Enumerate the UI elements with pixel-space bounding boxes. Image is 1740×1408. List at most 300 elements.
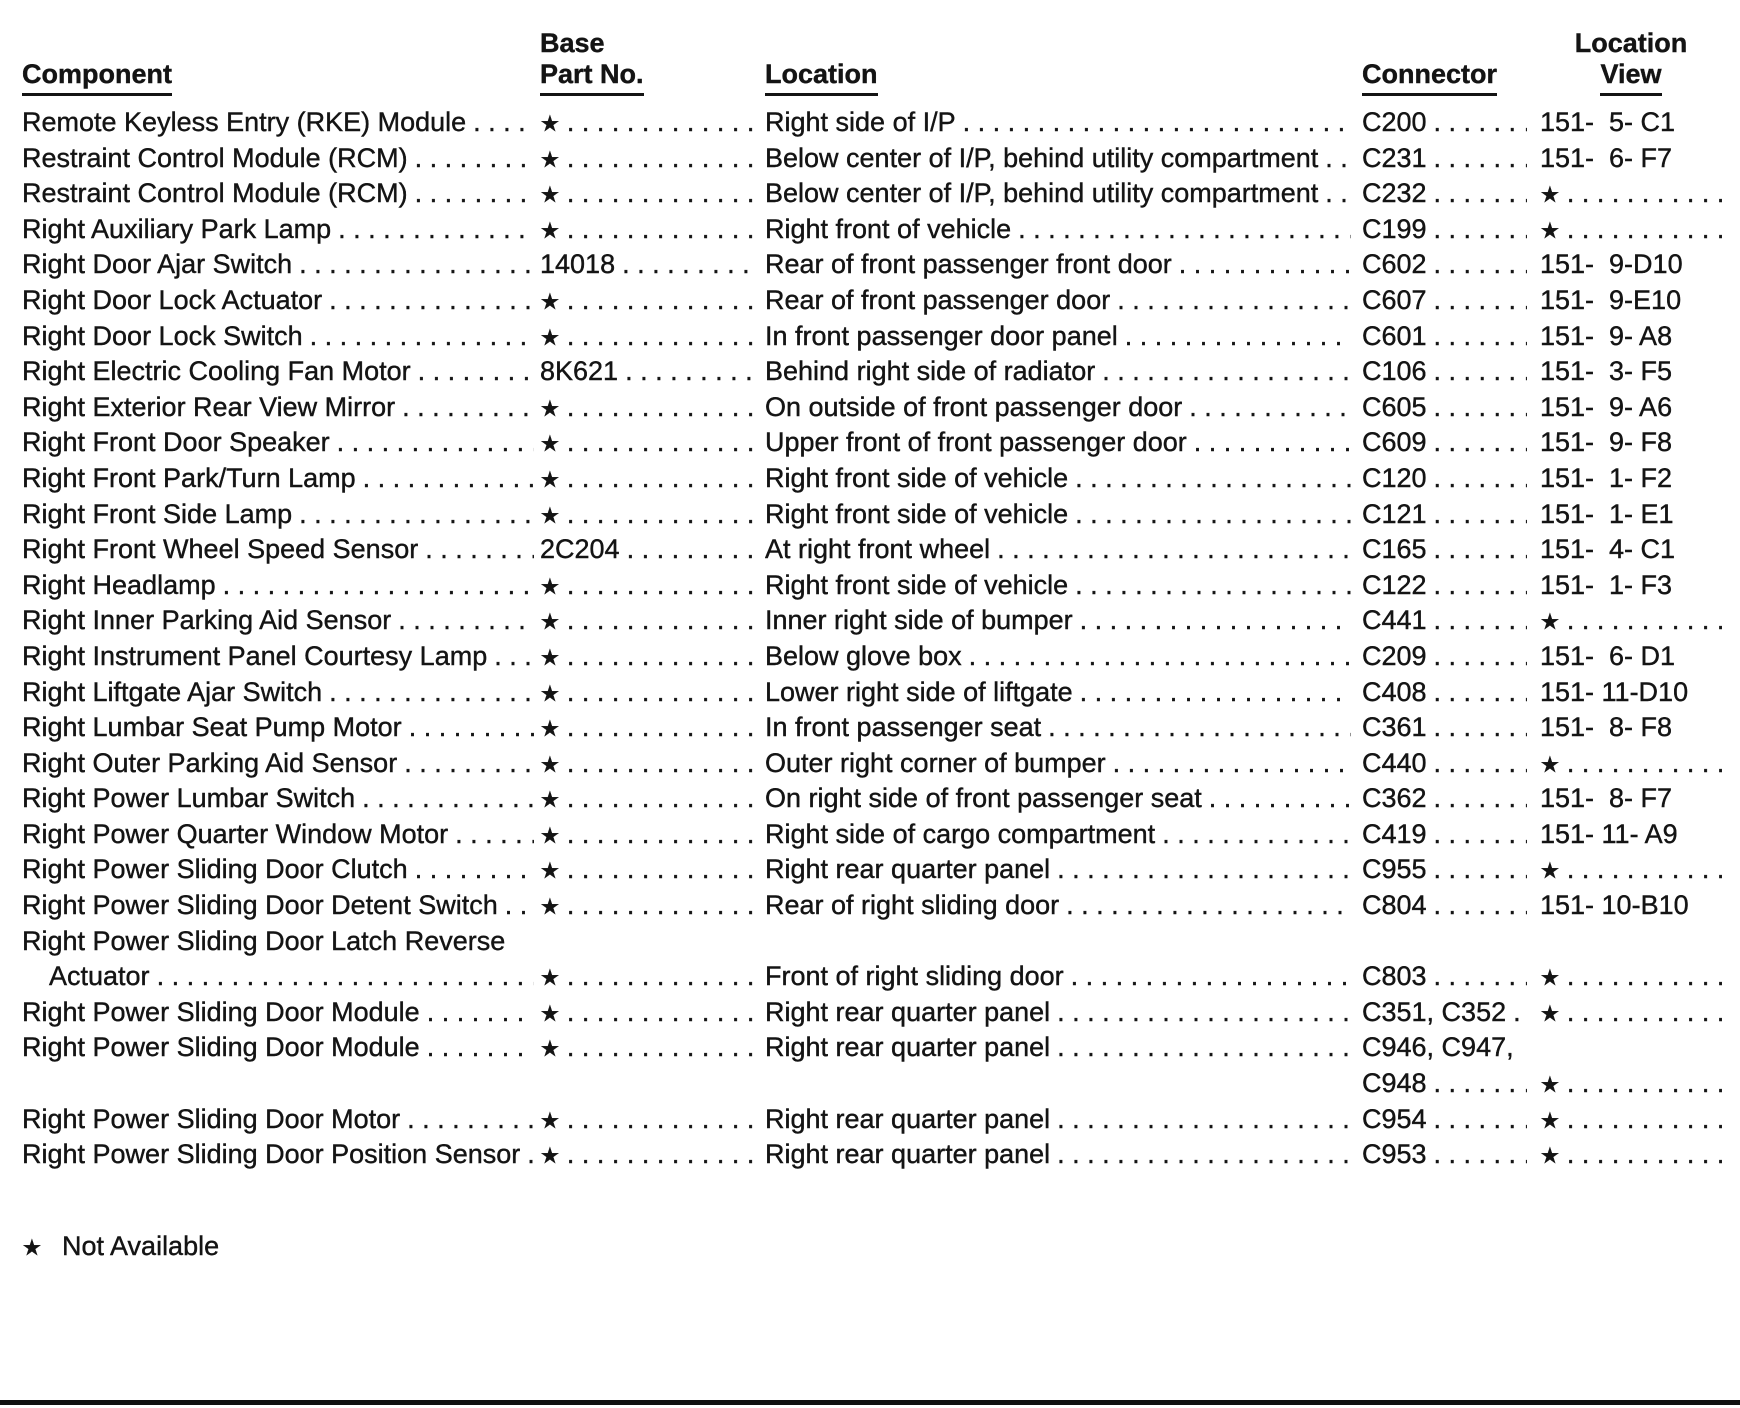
leader-dots [1064,959,1351,995]
leader-dots [1427,247,1527,283]
table-row [22,888,1722,924]
component-cell: Right Front Door Speaker . . . [22,425,540,461]
table-row [22,141,1722,177]
component-cell: Right Door Lock Switch . . . [22,319,540,355]
leader-dots [1318,176,1351,212]
connector-cell: C209 . . . [1362,639,1540,675]
location-cell: Lower right side of liftgate . . . [765,675,1362,711]
table-body [22,105,1722,1173]
leader-dots [560,959,756,995]
location-view-cell: 151- 3- F5 [1540,356,1673,387]
component-cell: Restraint Control Module (RCM) . . . [22,141,540,177]
leader-dots [1427,888,1527,924]
component-cell: Right Power Sliding Door Latch Reverse [22,925,506,956]
component-cell: Right Power Sliding Door Clutch . . . [22,852,540,888]
base-part-no-cell: ★ . . . [540,1030,765,1066]
leader-dots [418,532,534,568]
leader-dots [322,283,534,319]
leader-dots [408,141,534,177]
location-cell: Right side of cargo compartment . . . [765,817,1362,853]
component-cell: Right Front Wheel Speed Sensor . . . [22,532,540,568]
component-cell: Right Inner Parking Aid Sensor . . . [22,603,540,639]
base-part-no-cell: ★ . . . [540,995,765,1031]
leader-dots [560,390,756,426]
leader-dots [1172,247,1351,283]
table-row [22,1030,1722,1066]
leader-dots [560,461,756,497]
header-location-view-line2: View [1600,59,1661,96]
table-row [22,924,1722,960]
base-part-no-cell: ★ . . . [540,959,765,995]
location-cell: Rear of right sliding door . . . [765,888,1362,924]
connector-cell: C408 . . . [1362,675,1540,711]
location-cell: Rear of front passenger front door . . . [765,247,1362,283]
leader-dots [1427,1066,1527,1102]
component-cell: Right Headlamp . . . [22,568,540,604]
base-part-no-cell: ★ . . . [540,176,765,212]
table-row [22,212,1722,248]
leader-dots [1050,995,1351,1031]
location-view-cell: ★ . . . [1540,603,1722,639]
location-cell: Right side of I/P . . . [765,105,1362,141]
leader-dots [560,1137,756,1173]
leader-dots [990,532,1351,568]
leader-dots [303,319,534,355]
base-part-no-cell: ★ . . . [540,852,765,888]
location-view-cell: 151- 9- A8 [1540,320,1673,351]
leader-dots [560,852,756,888]
leader-dots [395,390,534,426]
component-cell: Remote Keyless Entry (RKE) Module . . . [22,105,540,141]
base-part-no-cell: 14018 . . . [540,247,765,283]
leader-dots [1050,1102,1351,1138]
table-row [22,425,1722,461]
header-component [22,59,540,96]
leader-dots [1427,319,1527,355]
leader-dots [560,497,756,533]
base-part-no-cell: ★ . . . [540,390,765,426]
table-row [22,390,1722,426]
leader-dots [560,888,756,924]
leader-dots [487,639,534,675]
connector-cell: C122 . . . [1362,568,1540,604]
connector-cell: C609 . . . [1362,425,1540,461]
leader-dots [391,603,534,639]
leader-dots [322,675,534,711]
component-cell: Actuator . . . [22,959,540,995]
component-cell: Right Lumbar Seat Pump Motor . . . [22,710,540,746]
leader-dots [1560,959,1722,995]
location-cell: In front passenger door panel . . . [765,319,1362,355]
location-view-cell: ★ . . . [1540,212,1722,248]
leader-dots [1095,354,1351,390]
base-part-no-cell [540,924,765,960]
leader-dots [1427,283,1527,319]
leader-dots [1110,283,1351,319]
leader-dots [618,354,756,390]
leader-dots [411,354,534,390]
location-view-cell: 151- 8- F8 [1540,712,1673,743]
leader-dots [1427,105,1527,141]
location-cell: Right rear quarter panel . . . [765,852,1362,888]
leader-dots [1427,568,1527,604]
leader-dots [560,568,756,604]
component-cell: Right Auxiliary Park Lamp . . . [22,212,540,248]
leader-dots [498,888,534,924]
table-row [22,710,1722,746]
location-view-cell: 151- 8- F7 [1540,783,1673,814]
base-part-no-cell: ★ . . . [540,212,765,248]
leader-dots [408,176,534,212]
table-row [22,675,1722,711]
connector-cell: C351, C352 . . . [1362,995,1540,1031]
base-part-no-cell: ★ . . . [540,319,765,355]
leader-dots [560,283,756,319]
leader-dots [1427,176,1527,212]
connector-cell: C232 . . . [1362,176,1540,212]
location-cell: Right front side of vehicle . . . [765,497,1362,533]
component-cell: Right Exterior Rear View Mirror . . . [22,390,540,426]
location-view-cell: ★ . . . [1540,852,1722,888]
leader-dots [1187,425,1351,461]
leader-dots [1059,888,1351,924]
location-view-cell: 151- 10-B10 [1540,890,1689,921]
location-view-cell: 151- 9- F8 [1540,427,1673,458]
leader-dots [466,105,534,141]
leader-dots [1560,212,1722,248]
table-row [22,746,1722,782]
connector-cell: C605 . . . [1362,390,1540,426]
base-part-no-cell: ★ . . . [540,746,765,782]
table-row [22,603,1722,639]
leader-dots [1182,390,1351,426]
base-part-no-cell: ★ . . . [540,105,765,141]
leader-dots [560,675,756,711]
leader-dots [1068,461,1351,497]
table-row [22,817,1722,853]
connector-cell: C804 . . . [1362,888,1540,924]
component-cell: Right Power Sliding Door Module . . . [22,1030,540,1066]
leader-dots [1560,603,1722,639]
leader-dots [560,817,756,853]
leader-dots [560,781,756,817]
base-part-no-cell: ★ . . . [540,283,765,319]
location-view-cell: 151- 9-D10 [1540,249,1683,280]
leader-dots [420,995,534,1031]
leader-dots [1427,461,1527,497]
location-cell: Inner right side of bumper . . . [765,603,1362,639]
leader-dots [1427,141,1527,177]
header-location-label: Location [765,59,878,96]
leader-dots [420,1030,534,1066]
table-header [22,28,1722,96]
leader-dots [402,710,534,746]
location-cell: Below center of I/P, behind utility compartment . . . [765,141,1362,177]
location-view-cell: ★ . . . [1540,995,1722,1031]
base-part-no-cell [540,1066,765,1102]
connector-cell: C419 . . . [1362,817,1540,853]
table-row [22,497,1722,533]
leader-dots [1427,354,1527,390]
leader-dots [1560,746,1722,782]
leader-dots [1427,852,1527,888]
leader-dots [520,1137,534,1173]
location-view-cell: 151- 9-E10 [1540,284,1682,315]
connector-cell: C602 . . . [1362,247,1540,283]
component-cell: Right Power Sliding Door Motor . . . [22,1102,540,1138]
leader-dots [1118,319,1351,355]
component-cell [22,1066,540,1102]
base-part-no-cell: ★ . . . [540,675,765,711]
leader-dots [560,746,756,782]
component-cell: Restraint Control Module (RCM) . . . [22,176,540,212]
header-connector [1362,59,1540,96]
header-connector-label: Connector [1362,59,1497,96]
table-row [22,105,1722,141]
leader-dots [560,603,756,639]
leader-dots [1073,675,1351,711]
leader-dots [560,141,756,177]
leader-dots [292,497,534,533]
component-cell: Right Power Sliding Door Position Sensor . . . [22,1137,540,1173]
connector-cell: C441 . . . [1362,603,1540,639]
base-part-no-cell: ★ . . . [540,781,765,817]
base-part-no-cell: 2C204 . . . [540,532,765,568]
leader-dots [355,781,534,817]
location-cell: Right front of vehicle . . . [765,212,1362,248]
leader-dots [1427,1137,1527,1173]
leader-dots [1068,497,1351,533]
leader-dots [1427,675,1527,711]
header-part-no-label: Part No. [540,59,644,96]
leader-dots [292,247,534,283]
component-cell: Right Power Quarter Window Motor . . . [22,817,540,853]
location-cell: Upper front of front passenger door . . . [765,425,1362,461]
table-row [22,781,1722,817]
location-cell: Right rear quarter panel . . . [765,1137,1362,1173]
component-cell: Right Power Lumbar Switch . . . [22,781,540,817]
leader-dots [956,105,1351,141]
leader-dots [331,212,534,248]
connector-cell: C953 . . . [1362,1137,1540,1173]
leader-dots [408,852,534,888]
location-cell: Rear of front passenger door . . . [765,283,1362,319]
location-view-cell: ★ . . . [1540,959,1722,995]
location-view-cell: 151- 1- F3 [1540,569,1673,600]
star-icon: ★ [22,1234,42,1260]
leader-dots [560,425,756,461]
location-view-cell: 151- 1- F2 [1540,462,1673,493]
location-cell: On right side of front passenger seat . . . [765,781,1362,817]
location-cell: Below center of I/P, behind utility compartment . . . [765,176,1362,212]
location-view-cell [1540,1030,1722,1066]
table-row [22,852,1722,888]
leader-dots [1318,141,1351,177]
leader-dots [1427,639,1527,675]
connector-cell: C607 . . . [1362,283,1540,319]
location-view-cell: 151- 1- E1 [1540,498,1674,529]
location-cell: Outer right corner of bumper . . . [765,746,1362,782]
header-location [765,59,1362,96]
location-cell: Right rear quarter panel . . . [765,995,1362,1031]
header-location-view-line1: Location [1574,28,1688,58]
leader-dots [1506,995,1527,1031]
leader-dots [1427,959,1527,995]
component-cell: Right Door Ajar Switch . . . [22,247,540,283]
leader-dots [1427,746,1527,782]
leader-dots [1427,710,1527,746]
base-part-no-cell: ★ . . . [540,639,765,675]
header-base-label: Base [540,28,605,58]
table-row [22,461,1722,497]
connector-cell: C601 . . . [1362,319,1540,355]
leader-dots [560,105,756,141]
leader-dots [1106,746,1351,782]
leader-dots [1427,532,1527,568]
component-cell: Right Power Sliding Door Module . . . [22,995,540,1031]
location-cell: Behind right side of radiator . . . [765,354,1362,390]
leader-dots [560,176,756,212]
component-cell: Right Instrument Panel Courtesy Lamp . . . [22,639,540,675]
leader-dots [1202,781,1351,817]
connector-cell: C165 . . . [1362,532,1540,568]
footnote [22,1228,1722,1266]
connector-cell: C948 . . . [1362,1066,1540,1102]
footnote-text: Not Available [62,1230,220,1261]
table-row [22,1137,1722,1173]
connector-cell: C954 . . . [1362,1102,1540,1138]
table-row [22,995,1722,1031]
location-cell [765,924,1362,960]
connector-cell: C199 . . . [1362,212,1540,248]
leader-dots [1011,212,1351,248]
location-view-cell: ★ . . . [1540,746,1722,782]
leader-dots [1427,603,1527,639]
header-base-part-no [540,28,765,96]
table-row [22,959,1722,995]
leader-dots [400,1102,534,1138]
base-part-no-cell: ★ . . . [540,603,765,639]
component-cell: Right Outer Parking Aid Sensor . . . [22,746,540,782]
connector-cell: C121 . . . [1362,497,1540,533]
table-row [22,283,1722,319]
base-part-no-cell: ★ . . . [540,888,765,924]
connector-cell: C106 . . . [1362,354,1540,390]
location-view-cell: 151- 11- A9 [1540,818,1678,849]
location-cell [765,1066,1362,1102]
connector-cell [1362,924,1540,960]
location-view-cell [1540,924,1722,960]
table-row [22,354,1722,390]
connector-cell: C440 . . . [1362,746,1540,782]
component-cell: Right Electric Cooling Fan Motor . . . [22,354,540,390]
leader-dots [1050,852,1351,888]
leader-dots [216,568,534,604]
header-component-label: Component [22,59,172,96]
component-cell: Right Power Sliding Door Detent Switch . . . [22,888,540,924]
component-cell: Right Front Park/Turn Lamp . . . [22,461,540,497]
table-row [22,319,1722,355]
base-part-no-cell: ★ . . . [540,817,765,853]
base-part-no-cell: ★ . . . [540,568,765,604]
leader-dots [1427,1102,1527,1138]
connector-cell: C200 . . . [1362,105,1540,141]
leader-dots [448,817,534,853]
leader-dots [1427,781,1527,817]
connector-cell: C955 . . . [1362,852,1540,888]
page-bottom-rule [0,1400,1740,1405]
leader-dots [1560,1137,1722,1173]
leader-dots [1560,995,1722,1031]
leader-dots [150,959,534,995]
table-row [22,1066,1722,1102]
leader-dots [560,710,756,746]
leader-dots [560,212,756,248]
base-part-no-cell: ★ . . . [540,710,765,746]
leader-dots [615,247,756,283]
location-cell: In front passenger seat . . . [765,710,1362,746]
leader-dots [1041,710,1351,746]
leader-dots [1073,603,1351,639]
location-view-cell: ★ . . . [1540,1137,1722,1173]
leader-dots [1427,497,1527,533]
leader-dots [1560,1066,1722,1102]
leader-dots [620,532,756,568]
base-part-no-cell: ★ . . . [540,141,765,177]
leader-dots [560,1102,756,1138]
leader-dots [962,639,1351,675]
location-view-cell: ★ . . . [1540,1066,1722,1102]
table-row [22,1102,1722,1138]
leader-dots [397,746,534,782]
table-row [22,176,1722,212]
header-location-view [1540,28,1722,96]
base-part-no-cell: 8K621 . . . [540,354,765,390]
leader-dots [1068,568,1351,604]
location-cell: Below glove box . . . [765,639,1362,675]
leader-dots [560,319,756,355]
leader-dots [1427,425,1527,461]
leader-dots [1155,817,1351,853]
base-part-no-cell: ★ . . . [540,1137,765,1173]
base-part-no-cell: ★ . . . [540,1102,765,1138]
leader-dots [1427,212,1527,248]
leader-dots [1560,1102,1722,1138]
location-cell: Front of right sliding door . . . [765,959,1362,995]
leader-dots [356,461,534,497]
table-row [22,568,1722,604]
table-row [22,532,1722,568]
leader-dots [1427,390,1527,426]
location-view-cell: 151- 5- C1 [1540,107,1676,137]
location-cell: Right rear quarter panel . . . [765,1030,1362,1066]
base-part-no-cell: ★ . . . [540,425,765,461]
leader-dots [1050,1030,1351,1066]
location-view-cell: ★ . . . [1540,1102,1722,1138]
leader-dots [1560,852,1722,888]
leader-dots [1560,176,1722,212]
location-view-cell: ★ . . . [1540,176,1722,212]
leader-dots [1050,1137,1351,1173]
connector-cell: C120 . . . [1362,461,1540,497]
location-view-cell: 151- 6- F7 [1540,142,1673,173]
leader-dots [560,995,756,1031]
connector-cell: C231 . . . [1362,141,1540,177]
leader-dots [330,425,534,461]
location-view-cell: 151- 6- D1 [1540,640,1676,671]
base-part-no-cell: ★ . . . [540,461,765,497]
leader-dots [560,1030,756,1066]
